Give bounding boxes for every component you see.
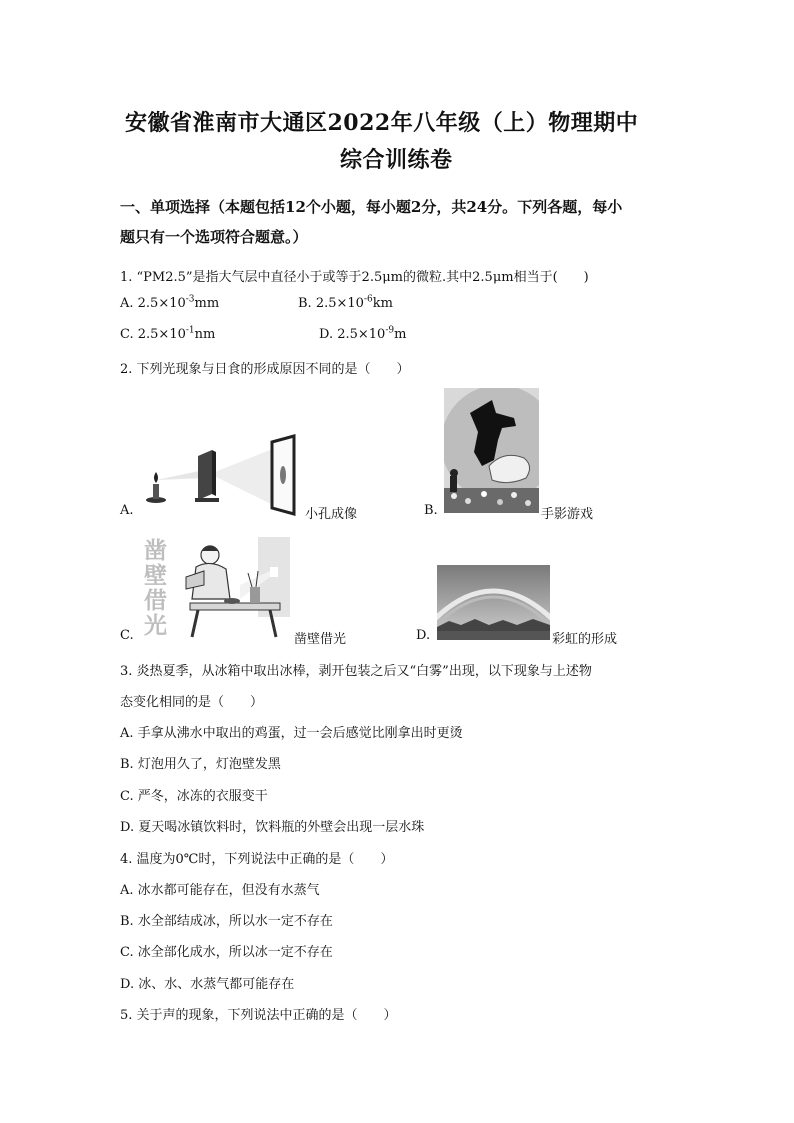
option-b-unit: km: [372, 296, 393, 311]
question-1-option-a: [120, 296, 219, 311]
option-a-base: A. 2.5×10: [120, 296, 186, 311]
option-d-unit: m: [394, 327, 407, 342]
question-2-stem: 2. 下列光现象与日食的形成原因不同的是（ ）: [120, 362, 410, 377]
question-2-option-a-letter: A.: [120, 503, 134, 518]
option-a-exponent: -3: [185, 294, 195, 305]
figure-c-char-2: 壁: [144, 563, 167, 589]
option-b-exponent: -6: [363, 294, 373, 305]
figure-c-char-1: 凿: [144, 538, 167, 564]
question-4-stem: 4. 温度为0℃时，下列说法中正确的是（ ）: [120, 852, 394, 867]
option-c-unit: nm: [194, 327, 216, 342]
rainbow-figure: [437, 565, 550, 640]
question-3-option-b: B. 灯泡用久了，灯泡壁发黑: [120, 757, 281, 772]
question-3-option-a: A. 手拿从沸水中取出的鸡蛋，过一会后感觉比刚拿出时更烫: [120, 726, 463, 741]
question-3-option-d: D. 夏天喝冰镇饮料时，饮料瓶的外壁会出现一层水珠: [120, 820, 425, 835]
question-3-option-c: C. 严冬，冰冻的衣服变干: [120, 789, 268, 804]
option-c-exponent: -1: [185, 325, 195, 336]
pinhole-imaging-figure: [140, 428, 305, 518]
question-4-option-b: B. 水全部结成冰，所以水一定不存在: [120, 914, 333, 929]
question-2-option-c-letter: C.: [120, 628, 134, 643]
question-2-option-c-caption: 凿壁借光: [294, 632, 347, 647]
hand-shadow-figure: [444, 388, 539, 513]
figure-c-chars: [144, 539, 180, 639]
figure-c-char-4: 光: [144, 613, 167, 639]
question-2-option-d-letter: D.: [416, 628, 431, 643]
question-3-stem-line1: 3. 炎热夏季，从冰箱中取出冰棒，剥开包装之后又“白雾”出现，以下现象与上述物: [120, 664, 592, 679]
question-5-stem: 5. 关于声的现象，下列说法中正确的是（ ）: [120, 1008, 397, 1023]
question-2-option-a-caption: 小孔成像: [305, 507, 358, 522]
option-d-exponent: -9: [385, 325, 395, 336]
question-1-stem: 1. “PM2.5”是指大气层中直径小于或等于2.5μm的微粒.其中2.5μm相当于( ): [120, 270, 589, 285]
question-1-option-d: [319, 327, 406, 342]
question-2-option-d-caption: 彩虹的形成: [552, 632, 618, 647]
question-4-option-c: C. 冰全部化成水，所以冰一定不存在: [120, 945, 333, 960]
question-1-option-b: [298, 296, 393, 311]
section-heading-line2: 题只有一个选项符合题意。）: [120, 228, 308, 246]
question-3-stem-line2: 态变化相同的是（ ）: [120, 695, 264, 710]
option-c-base: C. 2.5×10: [120, 327, 186, 342]
option-b-base: B. 2.5×10: [298, 296, 364, 311]
borrowing-light-figure: [140, 537, 290, 645]
option-d-base: D. 2.5×10: [319, 327, 386, 342]
question-1-option-c: [120, 327, 215, 342]
question-4-option-d: D. 冰、水、水蒸气都可能存在: [120, 977, 295, 992]
question-2-option-b-caption: 手影游戏: [541, 507, 594, 522]
option-a-unit: mm: [194, 296, 220, 311]
page-title-line1: 安徽省淮南市大通区2022年八年级（上）物理期中: [125, 110, 639, 136]
page-title-line2: 综合训练卷: [340, 147, 453, 173]
figure-c-char-3: 借: [144, 588, 167, 614]
question-2-option-b-letter: B.: [424, 503, 438, 518]
section-heading-line1: 一、单项选择（本题包括12个小题，每小题2分，共24分。下列各题，每小: [120, 198, 623, 216]
question-4-option-a: A. 冰水都可能存在，但没有水蒸气: [120, 883, 320, 898]
